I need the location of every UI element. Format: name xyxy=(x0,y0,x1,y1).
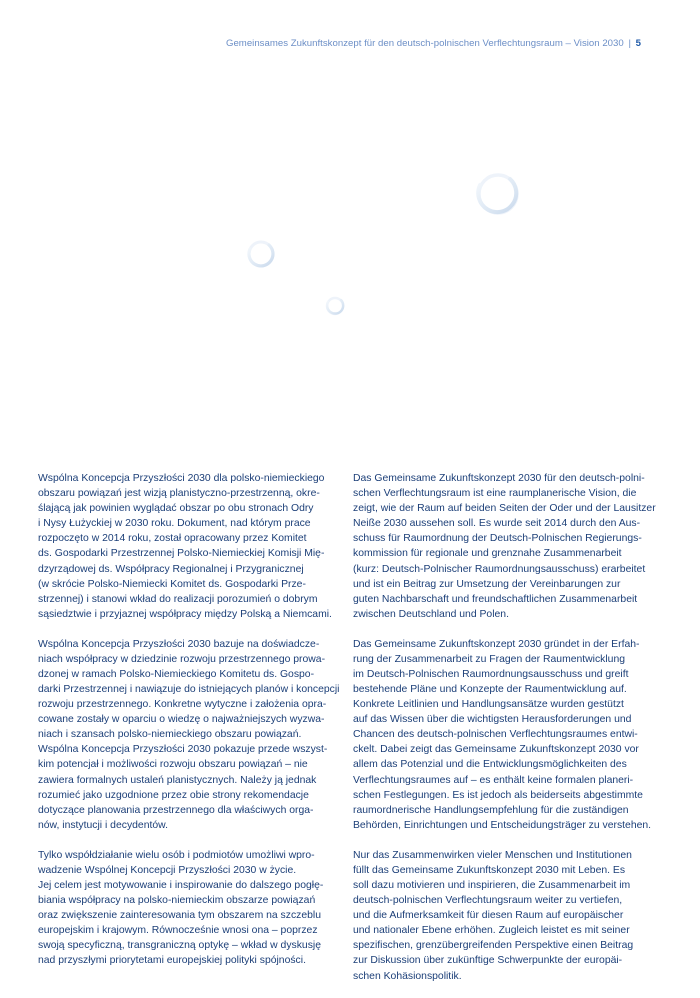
german-text-column xyxy=(353,471,658,998)
polish-paragraph-2: Wspólna Koncepcja Przyszłości 2030 bazuje na doświadcze- niach współpracy w dziedzinie rozwoju przestrzennego prowa- dzonej w ramach Polsko-Niemieckiego Komitetu ds. Gospo- darki Przestrzennej i nawiązuje do istniejących planów i koncepcji rozwoju przestrzennego. Konkretne wytyczne i założenia opra- cowane zostały w oparciu o wiedzę o najważniejszych wyzwa- niach i szansach polsko-niemieckiego obszaru powiązań. Wspólna Koncepcja Przyszłości 2030 pokazuje przede wszyst- kim potencjał i możliwości rozwoju obszaru powiązań – nie zawiera formalnych ustaleń planistycznych. Należy ją jednak rozumieć jako uzgodnione przez obie strony rekomendacje dotyczące planowania przestrzennego dla właściwych orga- nów, instytucji i decydentów. xyxy=(38,638,340,831)
header-title: Gemeinsames Zukunftskonzept für den deutsch-polnischen Verflechtungsraum – Vision 2030 xyxy=(225,38,624,49)
header-separator: | xyxy=(628,38,631,49)
bubble-small xyxy=(327,298,343,314)
german-paragraph-1: Das Gemeinsame Zukunftskonzept 2030 für den deutsch-polni- schen Verflechtungsraum ist eine raumplanerische Vision, die zeigt, wie der Raum auf beiden Seiten der Oder und der Lausitzer Neiße 2030 aussehen soll. Es wurde seit 2014 durch den Aus- schuss für Raumordnung der Deutsch-Polnischen Regierungs- kommission für regionale und grenznahe Zusammenarbeit (kurz: Deutsch-Polnischer Raumordnungsausschuss) erarbeitet und ist ein Beitrag zur Umsetzung der Vereinbarungen zur guten Nachbarschaft und freundschaftlichen Zusammenarbeit zwischen Deutschland und Polen. xyxy=(353,473,656,620)
polish-paragraph-1: Wspólna Koncepcja Przyszłości 2030 dla polsko-niemieckiego obszaru powiązań jest wizją planistyczno-przestrzenną, okre- ślającą jak powinien wyglądać obszar po obu stronach Odry i Nysy Łużyckiej w 2030 roku. Dokument, nad którym prace rozpoczęto w 2014 roku, został opracowany przez Komitet ds. Gospodarki Przestrzennej Polsko-Niemieckiej Komisji Mię- dzyrządowej ds. Współpracy Regionalnej i Przygranicznej (w skrócie Polsko-Niemiecki Komitet ds. Gospodarki Prze- strzennej) i stanowi wkład do realizacji porozumień o dobrym sąsiedztwie i przyjaznej współpracy między Polską a Niemcami. xyxy=(38,473,332,620)
bubble-large xyxy=(478,175,517,213)
german-paragraph-3: Nur das Zusammenwirken vieler Menschen und Institutionen füllt das Gemeinsame Zukunftskonzept 2030 mit Leben. Es soll dazu motivieren und inspirieren, die Zusammenarbeit im deutsch-polnischen Verflechtungsraum weiter zu vertiefen, und die Aufmerksamkeit für diesen Raum auf europäischer und nationaler Ebene erhöhen. Zugleich leistet es mit seiner spezifischen, grenzübergreifenden Perspektive einen Beitrag zur Diskussion über zukünftige Schwerpunkte der europäi- schen Kohäsionspolitik. xyxy=(353,849,634,982)
polish-paragraph-3: Tylko współdziałanie wielu osób i podmiotów umożliwi wpro- wadzenie Wspólnej Koncepcji Przyszłości 2030 w życie. Jej celem jest motywowanie i inspirowanie do dalszego pogłę- biania współpracy na polsko-niemieckim obszarze powiązań oraz zwiększenie zainteresowania tym obszarem na szczeblu europejskim i krajowym. Równocześnie wnosi ona – poprzez swoją specyficzną, transgraniczną optykę – wkład w dyskusję nad przyszłymi priorytetami europejskiej polityki spójności. xyxy=(38,849,324,967)
bubble-medium xyxy=(249,242,273,266)
page-number: 5 xyxy=(635,38,641,49)
german-paragraph-2: Das Gemeinsame Zukunftskonzept 2030 gründet in der Erfah- rung der Zusammenarbeit zu Fragen der Raumentwicklung im Deutsch-Polnischen Raumordnungsausschuss und greift bestehende Pläne und Konzepte der Raumentwicklung auf. Konkrete Leitlinien und Handlungsansätze wurden gestützt auf das Wissen über die wichtigsten Herausforderungen und Chancen des deutsch-polnischen Verflechtungsraumes entwi- ckelt. Dabei zeigt das Gemeinsame Zukunftskonzept 2030 vor allem das Potenzial und die Entwicklungsmöglichkeiten des Verflechtungsraumes auf – es enthält keine formalen planeri- schen Festlegungen. Es ist jedoch als beiderseits abgestimmte raumordnerische Handlungsempfehlung für die zuständigen Behörden, Einrichtungen und Entscheidungsträger zu verstehen. xyxy=(353,638,652,831)
polish-text-column xyxy=(38,471,340,983)
